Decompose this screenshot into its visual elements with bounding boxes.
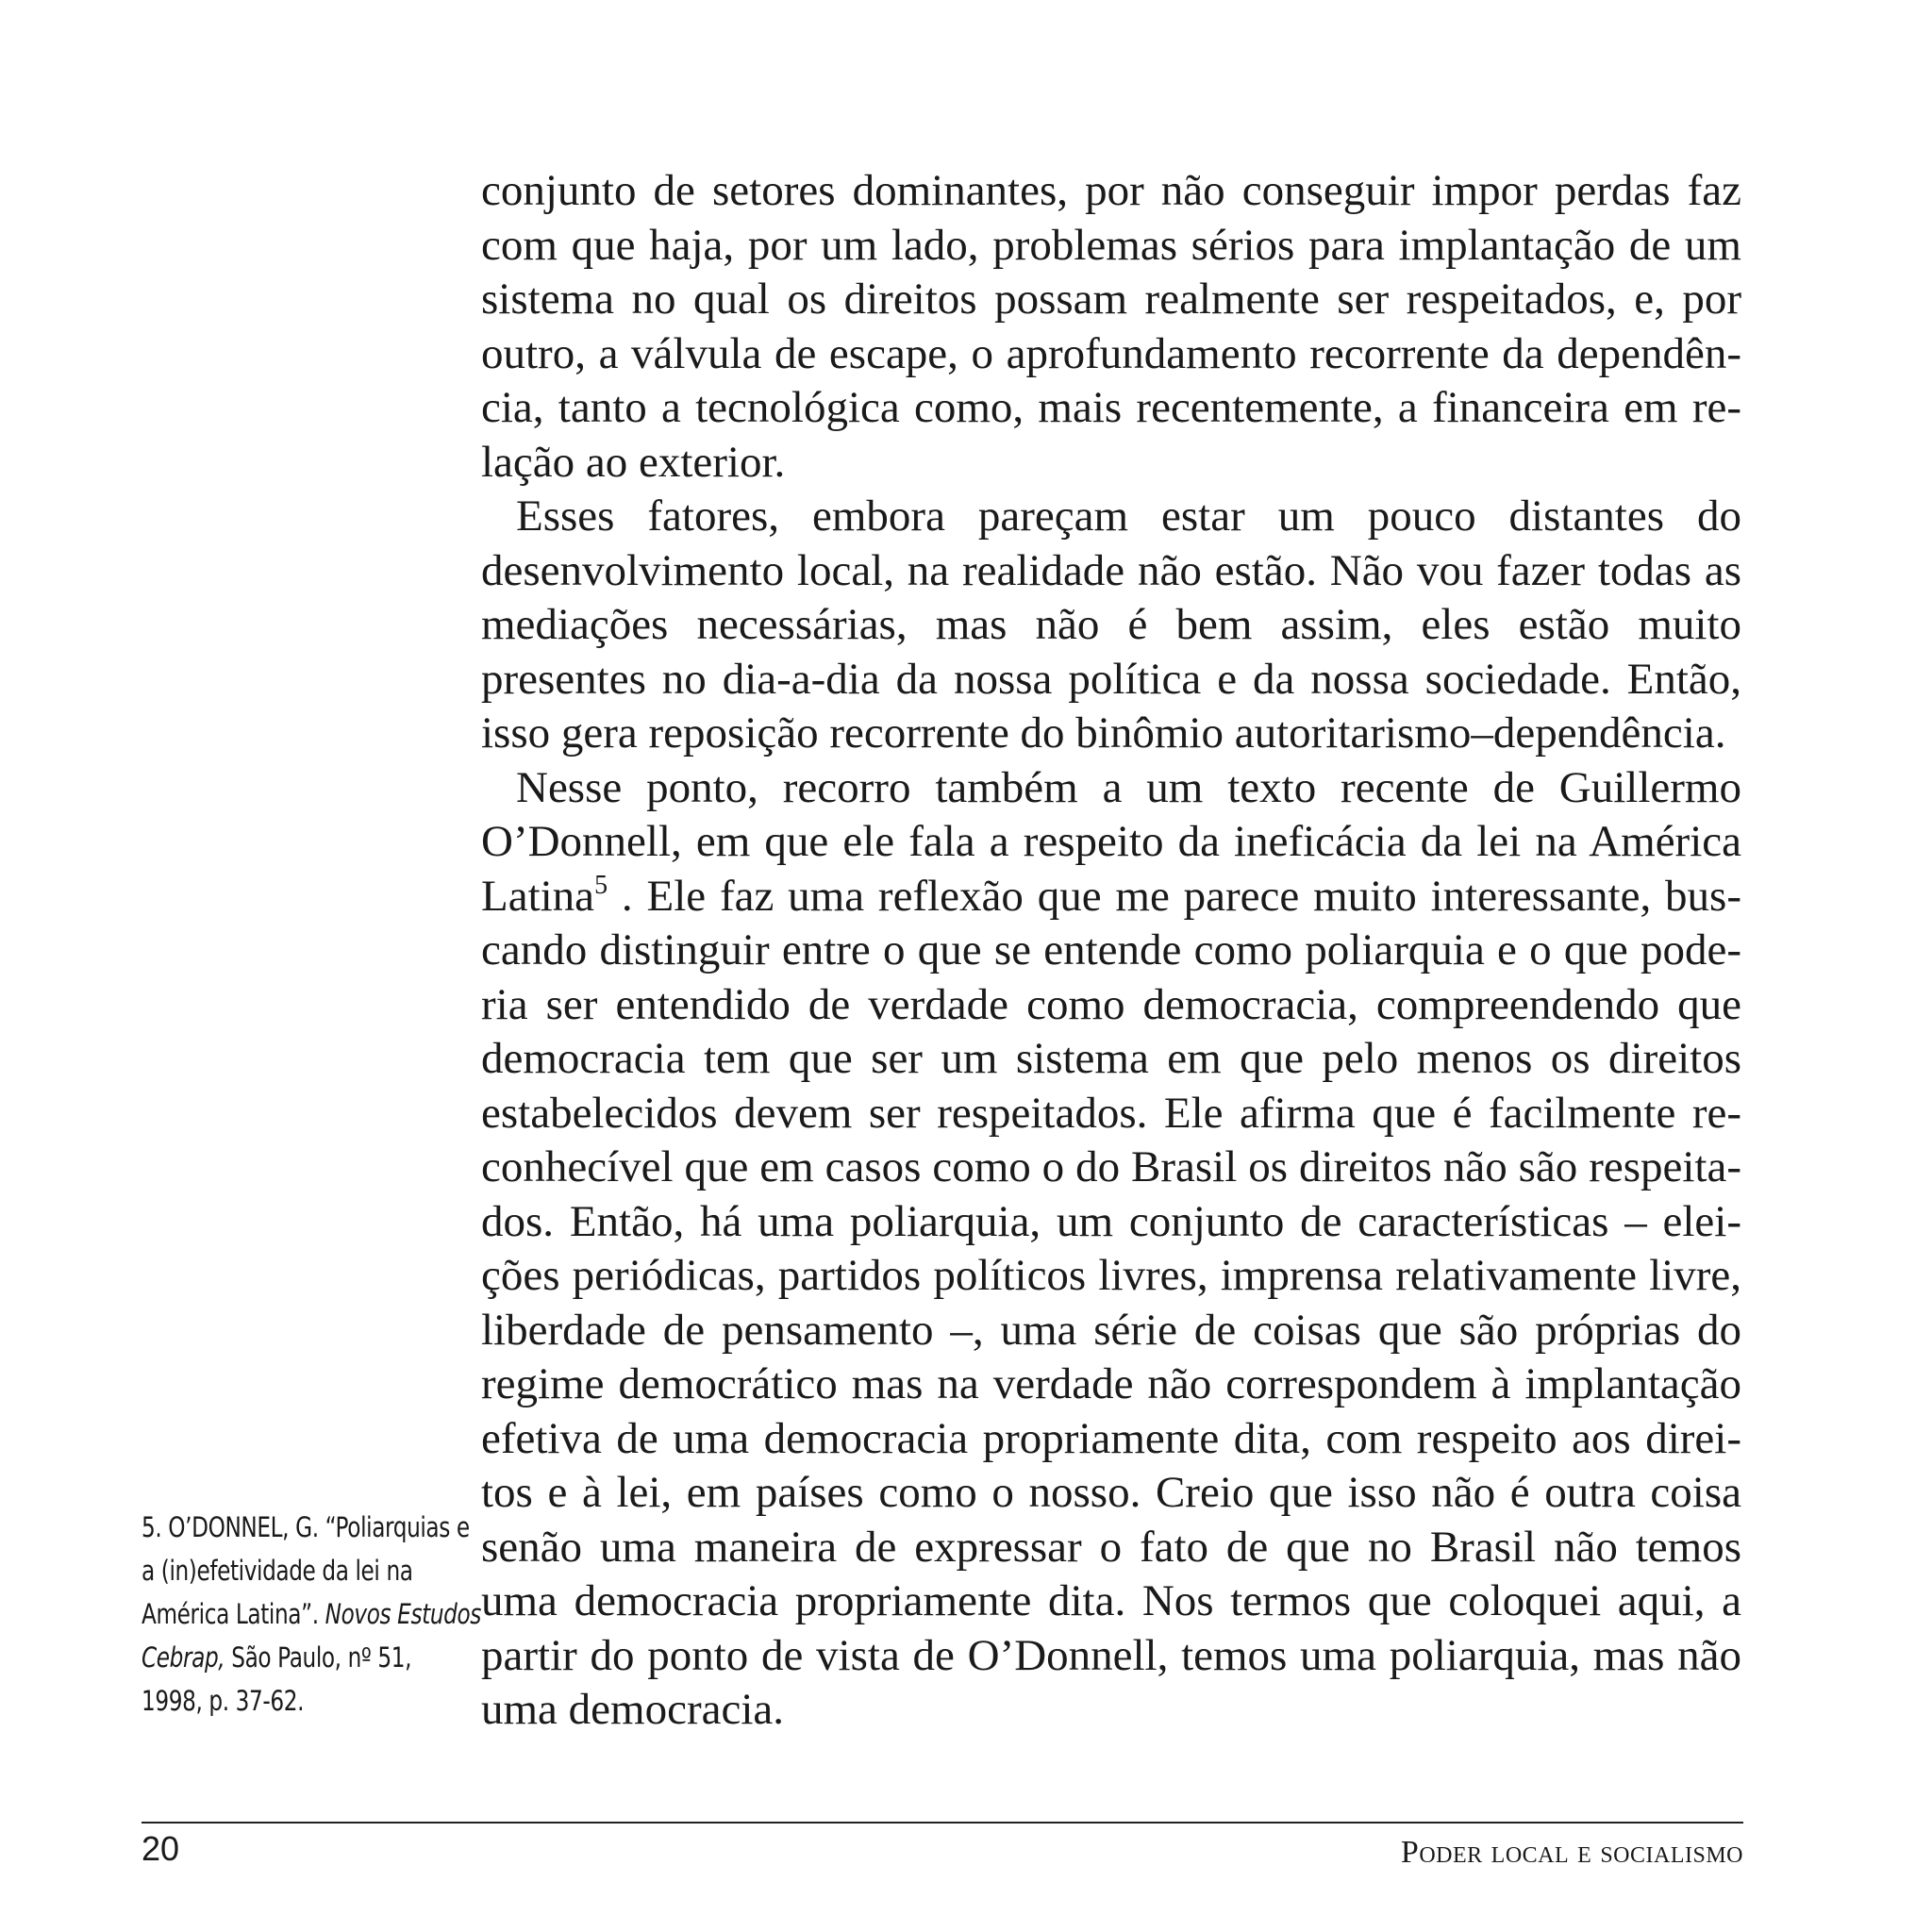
running-title: Poder local e socialismo — [1400, 1835, 1743, 1870]
footer-divider — [142, 1822, 1743, 1824]
paragraph-2-text: Esses fatores, embora pareçam estar um pouco distantes do desenvolvimento local, na realidade não estão. Não vou fazer todas as mediações necessárias, mas não é bem assim, eles estão muito presentes no dia-a-dia da nossa política e da nossa sociedade. Então, isso gera reposição recorrente do binômio autoritarismo–dependência. — [481, 491, 1741, 758]
paragraph-3-text-end: . Ele faz uma reflexão que me parece muito interessante, buscando distinguir entre o que se entende como poliarquia e o que poderia ser entendido de verdade como democracia, compreendendo que democracia tem que ser um sistema em que pelo menos os direitos estabelecidos devem ser respeitados. Ele afirma que é facilmente reconhecível que em casos como o do Brasil os direitos não são respeitados. Então, há uma poliarquia, um conjunto de características – eleições periódicas, partidos políticos livres, imprensa relativamente livre, liberdade de pensamento –, uma série de coisas que são próprias do regime democrático mas na verdade não correspondem à implantação efetiva de uma democracia propriamente dita, com respeito aos direitos e à lei, em países como o nosso. Creio que isso não é outra coisa senão uma maneira de expressar o fato de que no Brasil não temos uma democracia propriamente dita. Nos termos que coloquei aqui, a partir do ponto de vista de O’Donnell, temos uma poliarquia, mas não uma democracia. — [481, 871, 1741, 1734]
footnote-journal-title-cont: Cebrap, — [142, 1641, 225, 1674]
footnote-line-5: 1998, p. 37-62. — [142, 1685, 305, 1717]
paragraph-1-text: conjunto de setores dominantes, por não conseguir impor perdas faz com que haja, por um lado, problemas sérios para implantação de um sistema no qual os direitos possam realmente ser respeitados, e, por outro, a válvula de escape, o aprofundamento recorrente da dependência, tanto a tecnológica como, mais recentemente, a financeira em relação ao exterior. — [481, 166, 1741, 487]
paragraph-1 — [481, 164, 1741, 490]
footnote-reference: 5 — [594, 870, 608, 900]
footnote — [142, 1506, 481, 1723]
footnote-line-4-text: São Paulo, nº 51, — [225, 1641, 412, 1674]
footnote-line-1: 5. O’DONNEL, G. “Poliarquias e — [142, 1511, 470, 1543]
footnote-line-4 — [142, 1636, 412, 1679]
footnote-journal-title: Novos Estudos — [325, 1598, 481, 1630]
main-text — [481, 164, 1741, 1738]
footnote-line-2: a (in)efetividade da lei na — [142, 1555, 413, 1587]
footnote-line-3-text: América Latina”. — [142, 1598, 325, 1630]
page-number: 20 — [142, 1829, 180, 1868]
paragraph-2 — [481, 490, 1741, 761]
paragraph-3-text-start: Nesse ponto, recorro também a um texto recente de Guillermo O’Donnell, em que ele fala a respeito da ineficácia da lei na América Latina — [481, 762, 1741, 921]
paragraph-3 — [481, 761, 1741, 1738]
footnote-line-3 — [142, 1592, 481, 1636]
